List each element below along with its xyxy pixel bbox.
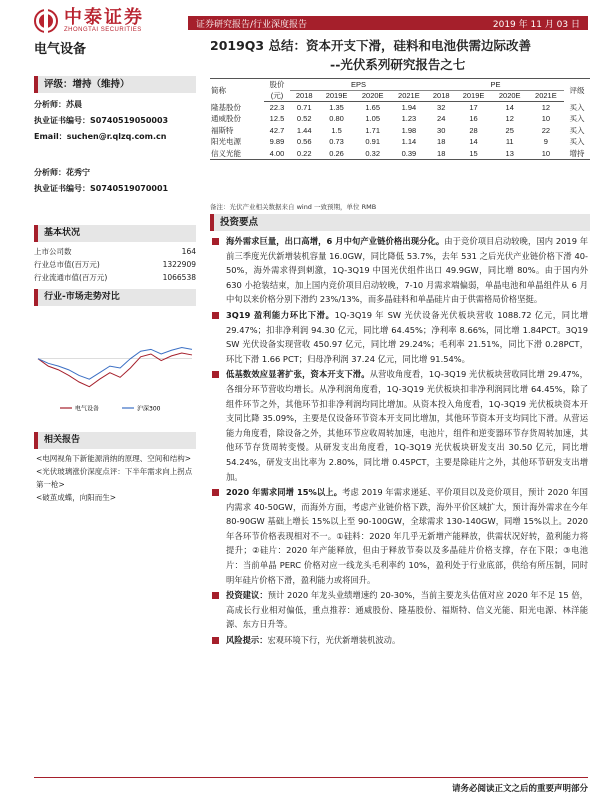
table-cell: 0.22	[290, 148, 319, 160]
invest-bullets	[210, 234, 590, 649]
invest-heading: 投资要点	[210, 214, 590, 231]
related-report-link[interactable]: < 光伏玻璃涨价深度点评：下半年需求向上拐点第一枪>	[36, 465, 196, 491]
market-trend-chart	[34, 334, 196, 414]
report-title: 2019Q3 总结：资本开支下滑，硅料和电池供需边际改善	[210, 38, 531, 53]
table-cell: 9	[543, 137, 548, 147]
table-cell: 福斯特	[211, 125, 234, 135]
basic-row: 上市公司数 164	[34, 247, 196, 256]
header-bar	[188, 16, 588, 30]
analyst-line: 分析师：花秀宁	[34, 168, 90, 177]
market-trend-heading: 行业-市场走势对比	[34, 289, 196, 306]
footer-divider	[34, 777, 588, 778]
col-name: 简称	[210, 79, 264, 102]
table-cell: 11	[505, 137, 514, 147]
table-cell: 30	[437, 125, 446, 135]
table-cell: 17	[469, 103, 478, 112]
table-cell: 1.94	[401, 103, 417, 112]
table-cell: 0.56	[296, 137, 312, 147]
trend-chart-svg	[34, 334, 196, 414]
table-cell: 14	[469, 137, 478, 147]
table-cell: 买入	[569, 102, 585, 112]
table-cell: 1.14	[401, 137, 417, 147]
table-row	[210, 102, 590, 114]
bullet-body: 由于竞价项目启动较晚，国内 2019 年前三季度光伏新增装机容量 16.0GW，同比降低 53.7%，去年 531 之后光伏产业链价格下滑 40-50%，海外需求得到刺激，1Q-3Q19 中国光伏组件出口 49.9GW，同比增 80%。由于国内外 630 小抢装结束，加上国内竞价项目启动较晚，7-10 月需求端偏弱，单晶电池和单晶组件从 6 月中旬以来价格分别下滑约 23%/13%，而多晶硅料和单晶硅片由于供需格局价格坚挺。	[226, 236, 588, 305]
table-cell: 12.5	[269, 114, 285, 124]
table-cell: 28	[469, 125, 478, 135]
table-cell: 13	[492, 148, 528, 160]
table-cell: 18	[437, 137, 446, 147]
bullet-lead: 投资建议：	[226, 590, 268, 601]
logo-cn: 中泰证券	[64, 7, 144, 28]
analyst-email[interactable]: Email：suchen@r.qlzq.com.cn	[34, 132, 167, 141]
table-cell: 1.44	[296, 125, 312, 135]
table-cell: 1.35	[329, 103, 344, 112]
related-heading: 相关报告	[34, 432, 196, 449]
sector-name: 电气设备	[34, 42, 87, 57]
table-cell: 12	[505, 114, 514, 124]
table-cell: 0.26	[318, 148, 354, 160]
left-column	[34, 76, 196, 306]
table-cell: 32	[437, 103, 446, 112]
table-row	[210, 113, 590, 125]
table-cell: 0.73	[329, 137, 344, 147]
valuation-table: 简称 股价 EPS PE 评级 (元) 2018 2019E 2020E 2021E 2018 2019E 2020E 2021E 隆基股份 22.3 0.71 1.35 1.65 1.94 32 17 14 12 买入 通威股份 12.5 0.52 0.80 1.05 1.23 24 16 12 10 买入 福斯特 42.7 1.44 1.5 1.71 1.98 30 28 25 22 买入 阳光电源 9.89 0.56 0.73 0.91 1.14 18 14 11 9 买入 信义光能 4.00 0.22 0.26 0.32 0.39 18 15 13 10 增持	[210, 78, 590, 160]
company-logo	[34, 6, 184, 36]
legend-label: 电气设备	[75, 405, 100, 413]
table-cell: 16	[469, 114, 478, 124]
report-subtitle: --光伏系列研究报告之七	[330, 57, 466, 72]
basic-row: 行业总市值(百万元) 1322909	[34, 260, 196, 269]
table-cell: 4.00	[264, 148, 290, 160]
bullet-lead: 3Q19 盈利能力环比下滑。	[226, 309, 335, 320]
table-cell: 阳光电源	[211, 137, 241, 147]
legend-label: 沪深300	[137, 405, 161, 413]
col-pe: PE	[427, 79, 564, 91]
table-cell: 10	[528, 148, 564, 160]
table-cell: 9.89	[269, 137, 285, 147]
col-price: 股价	[264, 79, 290, 91]
col-eps: EPS	[290, 79, 427, 91]
table-cell: 18	[427, 148, 456, 160]
table-cell: 22	[541, 125, 551, 135]
table-cell: 0.39	[391, 148, 427, 160]
invest-bullet	[210, 234, 590, 307]
table-cell: 10	[541, 114, 551, 124]
table-row	[210, 136, 590, 148]
bullet-body: 考虑 2019 年需求递延、平价项目以及竞价项目，预计 2020 年国内需求 40-50GW，而海外方面，考虑产业链价格下跌，海外平价区域扩大，预计海外需求在今年 80-90GW 基础上增长 15%以上至 90-100GW，全球需求 130-140GW，同增 15%以上。2020 年各环节价格表现相对不一。①硅料：2020 年几乎无新增产能释放，供需状况好转，盈利能力将提升；②硅片：2020 年产能释放，但由于释放节奏以及多晶硅片价格支撑，存在下限；③电池片：当前单晶 PERC 价格对应一线龙头毛利率约 10%，盈利处于行业底部，供给有所压制，同时明年硅片价格下滑，盈利能力或将回升。	[226, 487, 588, 585]
table-cell: 0.91	[365, 137, 381, 147]
table-cell: 14	[505, 103, 514, 112]
table-cell: 买入	[569, 137, 585, 147]
table-cell: 12	[541, 103, 551, 112]
chart-series-line	[38, 353, 192, 387]
invest-bullet	[210, 367, 590, 484]
table-cell: 1.71	[365, 125, 381, 135]
table-cell: 1.65	[365, 103, 381, 112]
table-cell: 15	[455, 148, 491, 160]
price-unit: (元)	[264, 90, 290, 102]
related-report-link[interactable]: < 电网视角下新能源消纳的原理、空间和结构>	[36, 452, 196, 465]
analyst-line: 分析师：苏晨	[34, 100, 82, 109]
table-cell: 1.5	[331, 125, 342, 135]
invest-bullet	[210, 633, 590, 648]
logo-mark-icon	[34, 9, 58, 33]
table-cell: 信义光能	[210, 148, 264, 160]
table-cell: 0.32	[355, 148, 391, 160]
rating-box: 评级：增持（维持）	[34, 76, 196, 93]
table-cell: 通威股份	[211, 114, 241, 124]
report-date: 2019 年 11 月 03 日	[492, 19, 580, 30]
table-cell: 0.71	[296, 103, 312, 112]
table-cell: 22.3	[269, 103, 285, 112]
table-cell: 24	[437, 114, 446, 124]
table-cell: 买入	[569, 125, 585, 135]
bullet-body: 1Q-3Q19 年 SW 光伏设备光伏板块营收 1088.72 亿元，同比增 29.47%；扣非净利润 94.30 亿元，同比增 64.45%；净利率 8.66%，同比增 1.84PCT。3Q19 SW 光伏设备实现营收 450.97 亿元，同比增 29.24%；毛利率 21.51%，同比下滑 0.28PCT，环比下滑 1.66 PCT；归母净利润 37.24 亿元，同比增 91.54%。	[226, 309, 589, 364]
bullet-lead: 海外需求巨量，出口高增，6 月中旬产业链价格出现分化。	[226, 236, 445, 246]
bullet-body: 预计 2020 年龙头业绩增速约 20-30%，当前主要龙头估值对应 2020 年不足 15 倍，高成长行业相对偏低，重点推荐：通威股份、隆基股份、福斯特、信义光能、阳光电源、林洋能源、东方日升等。	[226, 590, 588, 630]
invest-bullet	[210, 485, 590, 587]
analyst-line: 执业证书编号：S0740519050003	[34, 116, 169, 125]
invest-bullet	[210, 588, 590, 632]
bullet-lead: 2020 年需求同增 15%以上。	[226, 487, 343, 498]
related-report-link[interactable]: < 破茧成蝶，向阳而生>	[36, 491, 196, 504]
analyst-line: 执业证书编号：S0740519070001	[34, 184, 169, 193]
table-cell: 增持	[564, 148, 590, 160]
footer-disclaimer: 请务必阅读正文之后的重要声明部分	[451, 784, 588, 794]
col-rating: 评级	[564, 79, 590, 102]
logo-en: ZHONGTAI SECURITIES	[64, 27, 142, 33]
table-cell: 1.98	[401, 125, 417, 135]
table-cell: 1.05	[365, 114, 381, 124]
related-reports	[34, 432, 196, 504]
table-cell: 42.7	[269, 125, 285, 135]
invest-bullet	[210, 308, 590, 366]
bullet-lead: 低基数效应显著扩张，资本开支下滑。	[226, 369, 370, 380]
chart-series-line	[38, 347, 192, 379]
table-cell: 买入	[569, 114, 585, 124]
bullet-lead: 风险提示：	[226, 635, 268, 646]
table-cell: 0.52	[296, 114, 312, 124]
table-row	[210, 125, 590, 137]
table-cell: 隆基股份	[211, 102, 241, 112]
table-cell: 0.80	[329, 114, 344, 124]
table-cell: 25	[505, 125, 514, 135]
table-row	[210, 148, 590, 160]
bullet-body: 宏观环境下行，光伏新增装机波动。	[267, 635, 401, 646]
table-cell: 1.23	[401, 114, 417, 124]
report-type: 证券研究报告/行业深度报告	[196, 19, 308, 30]
bullet-body: 从营收角度看，1Q-3Q19 光伏板块营收同比增 29.47%，各细分环节营收均增长。从净利润角度看，1Q-3Q19 光伏板块扣非净利润同比增 64.45%，除了组件环节之外，其他环节扣非净利润均同比增加。从资本投入角度看，1Q-3Q19 光伏板块资本开支同比降 35.09%，主要是仅设备环节资本开支同比增加，其他环节资本开支均同比下滑。从营运能力角度看，除设备之外，其他环节应收周转加速，电池片，组件和逆变器环节存货周转加速，其他环节存货周转变慢。从研发支出角度看，1Q-3Q19 光伏板块研发支出 30.50 亿元，同比增 54.24%，研发支出比率为 2.80%，同比增 0.45PCT，主要是除硅片之外，其他环节研发支出增加。	[226, 369, 588, 482]
basic-status-heading: 基本状况	[34, 225, 196, 242]
table-note: 备注：光伏产业相关数据来自 wind 一致预期，单位 RMB	[210, 203, 377, 211]
basic-row: 行业流通市值(百万元) 1066538	[34, 273, 196, 282]
